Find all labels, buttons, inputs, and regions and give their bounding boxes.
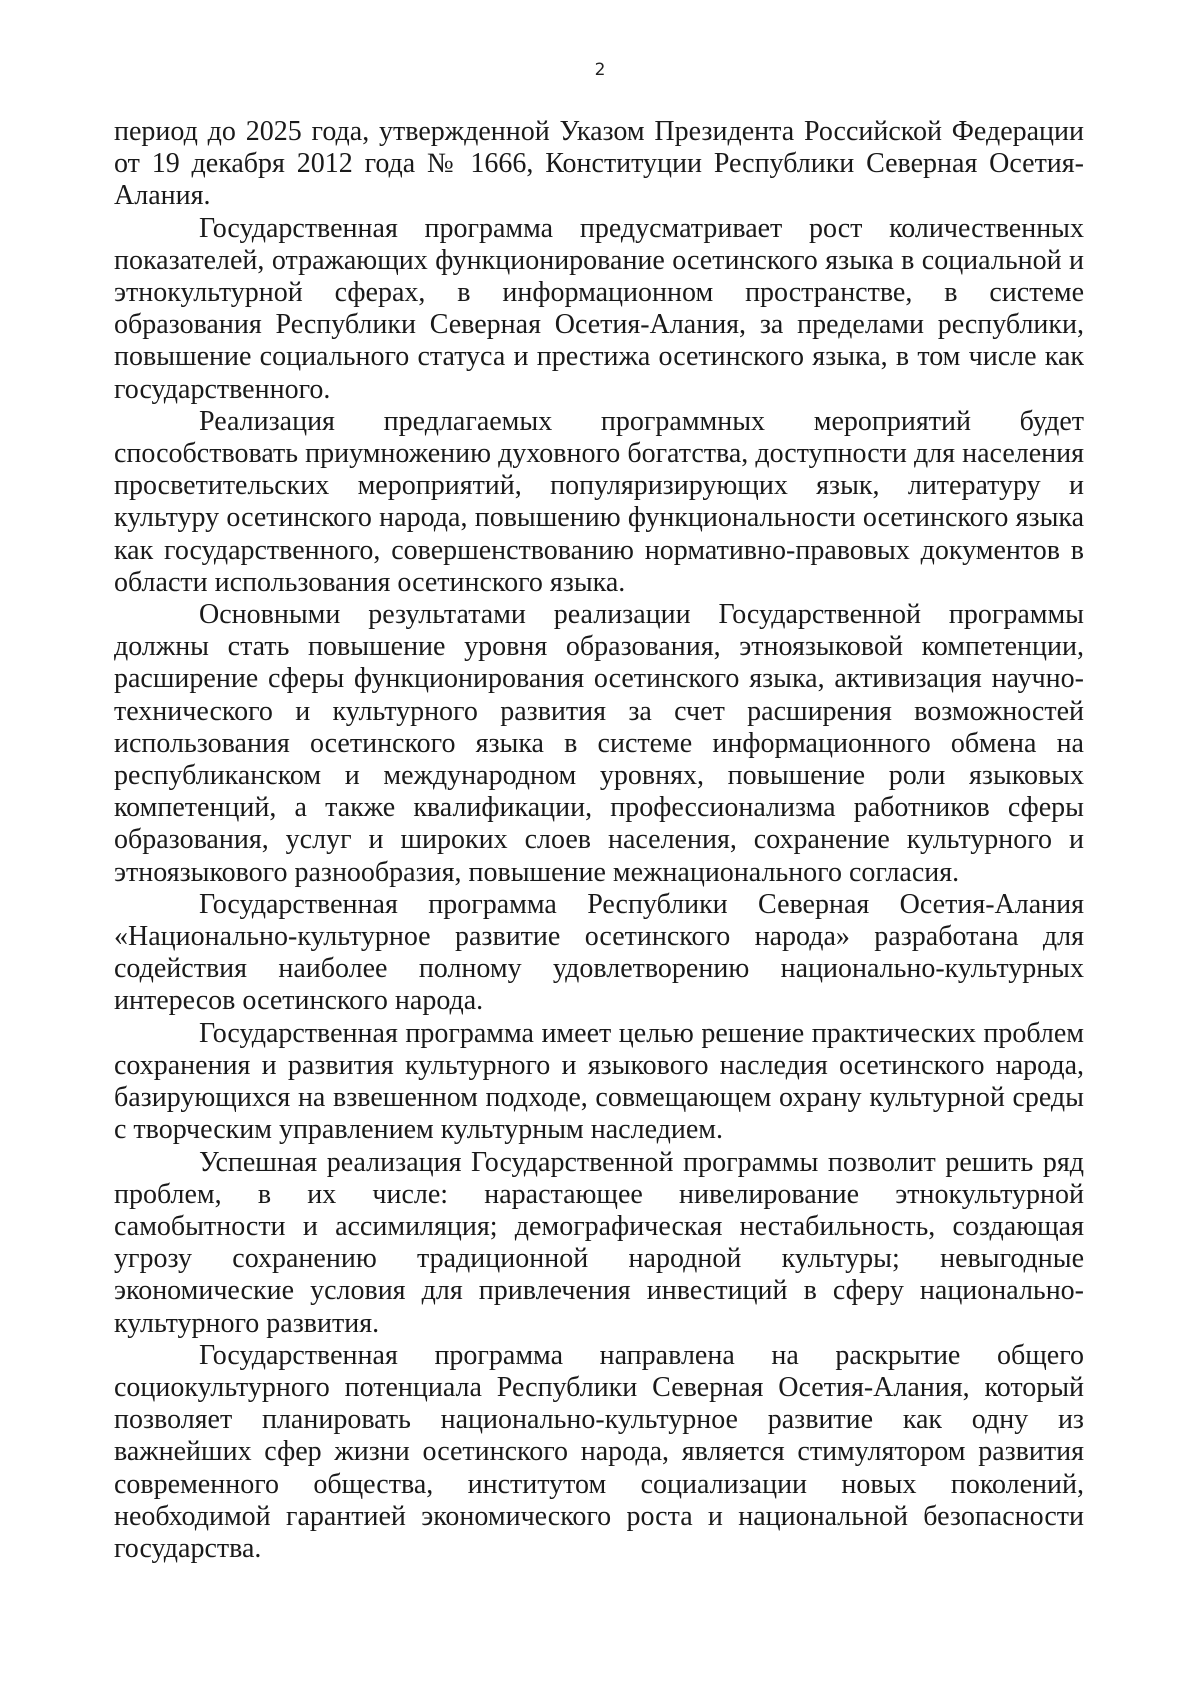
- paragraph-main-results: Основными результатами реализации Государственной программы должны стать повышение уровня образования, этноязыковой компетенции, расширение сферы функционирования осетинского языка, активизация научно-технического и культурного развития за счет расширения возможностей использования осетинского языка в системе информационного обмена на республиканском и международном уровнях, повышение роли языковых компетенций, а также квалификации, профессионализма работников сферы образования, услуг и широких слоев населения, сохранение культурного и этноязыкового разнообразия, повышение межнационального согласия.: [114, 599, 1084, 888]
- page-number: 2: [594, 60, 606, 80]
- paragraph-program-purpose: Государственная программа Республики Северная Осетия-Алания «Национально-культурное развитие осетинского народа» разработана для содействия наиболее полному удовлетворению национально-культурных интересов осетинского народа.: [114, 888, 1084, 1017]
- paragraph-continuation: период до 2025 года, утвержденной Указом Президента Российской Федерации от 19 декабря 2012 года № 1666, Конституции Республики Северная Осетия-Алания.: [114, 116, 1084, 212]
- paragraph-program-indicators: Государственная программа предусматривает рост количественных показателей, отражающих функционирование осетинского языка в социальной и этнокультурной сферах, в информационном пространстве, в системе образования Республики Северная Осетия-Алания, за пределами республики, повышение социального статуса и престижа осетинского языка, в том числе как государственного.: [114, 212, 1084, 405]
- document-body: [114, 116, 1084, 1565]
- paragraph-program-goal: Государственная программа имеет целью решение практических проблем сохранения и развития культурного и языкового наследия осетинского народа, базирующихся на взвешенном подходе, совмещающем охрану культурной среды с творческим управлением культурным наследием.: [114, 1017, 1084, 1146]
- paragraph-program-implementation: Реализация предлагаемых программных мероприятий будет способствовать приумножению духовного богатства, доступности для населения просветительских мероприятий, популяризирующих язык, литературу и культуру осетинского народа, повышению функциональности осетинского языка как государственного, совершенствованию нормативно-правовых документов в области использования осетинского языка.: [114, 405, 1084, 598]
- paragraph-successful-implementation: Успешная реализация Государственной программы позволит решить ряд проблем, в их числе: нарастающее нивелирование этнокультурной самобытности и ассимиляция; демографическая нестабильность, создающая угрозу сохранению традиционной народной культуры; невыгодные экономические условия для привлечения инвестиций в сферу национально-культурного развития.: [114, 1146, 1084, 1339]
- paragraph-sociocultural-potential: Государственная программа направлена на раскрытие общего социокультурного потенциала Республики Северная Осетия-Алания, который позволяет планировать национально-культурное развитие как одну из важнейших сфер жизни осетинского народа, является стимулятором развития современного общества, институтом социализации новых поколений, необходимой гарантией экономического роста и национальной безопасности государства.: [114, 1339, 1084, 1564]
